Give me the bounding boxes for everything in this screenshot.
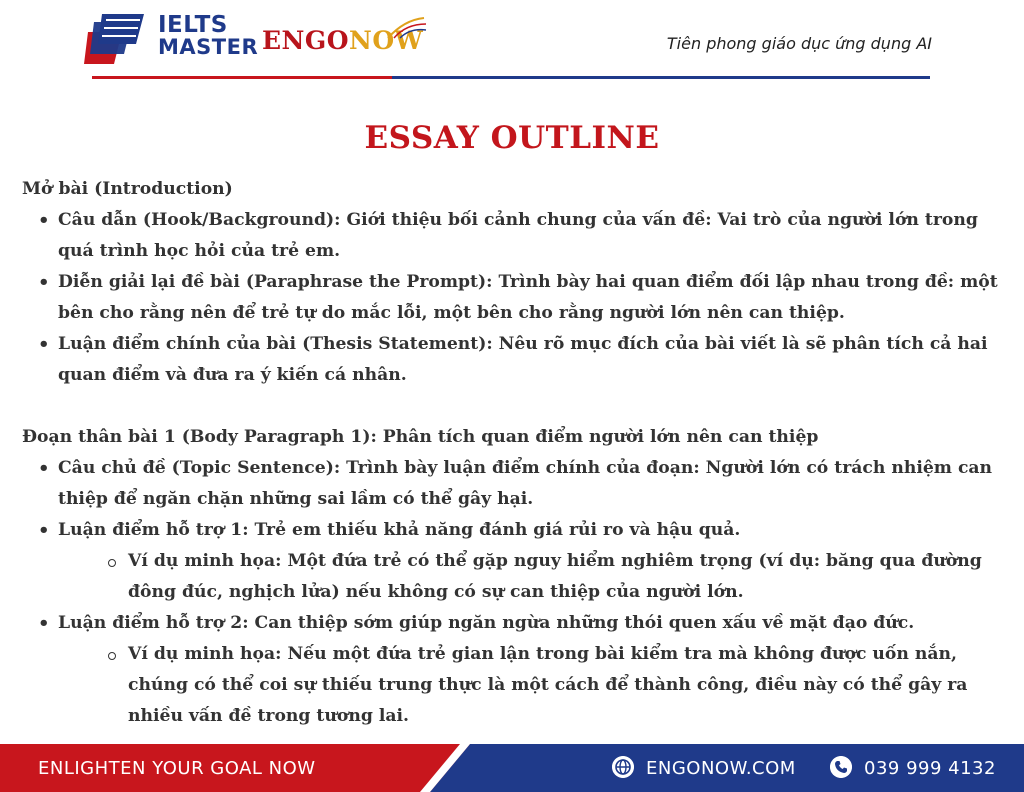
body1-topic-sentence: • Câu chủ đề (Topic Sentence): Trình bày luận điểm chính của đoạn: Người lớn có trách nhiệm can thiệp để ngăn chặn những sai lầm có thể gây hại. [22,453,1007,515]
intro-item-paraphrase: • Diễn giải lại đề bài (Paraphrase the Prompt): Trình bày hai quan điểm đối lập nhau trong đề: một bên cho rằng nên để trẻ tự do mắc lỗi, một bên cho rằng người lớn nên can thiệp. [22,267,1007,329]
header-divider-blue [392,76,930,79]
body1-support-1 [22,515,1007,608]
body1-support-1-text: Luận điểm hỗ trợ 1: Trẻ em thiếu khả năng đánh giá rủi ro và hậu quả. [58,520,741,540]
page-title: ESSAY OUTLINE [364,120,660,156]
body1-support-1-sublist [58,546,1007,608]
engonow-logo-main: ENGO [262,26,350,55]
sunburst-icon [384,16,428,40]
body1-support-2-text: Luận điểm hỗ trợ 2: Can thiệp sớm giúp ngăn ngừa những thói quen xấu về mặt đạo đức. [58,613,915,633]
engonow-logo-accent: NOW [349,26,424,55]
ielts-master-logo-text [158,14,258,58]
phone-icon [830,756,852,778]
footer-slogan: ENLIGHTEN YOUR GOAL NOW [38,758,316,779]
intro-heading: Mở bài (Introduction) [22,179,233,199]
footer-phone[interactable]: 039 999 4132 [864,758,996,779]
footer-website-link[interactable]: ENGONOW.COM [646,758,796,779]
body1-support-2-sublist [58,639,1007,732]
logo-line1: IELTS [158,12,228,38]
intro-item-hook: • Câu dẫn (Hook/Background): Giới thiệu bối cảnh chung của vấn đề: Vai trò của người lớn trong quá trình học hỏi của trẻ em. [22,205,1007,267]
ielts-master-logo-icon [84,14,152,66]
page-footer [0,744,1024,792]
body1-support-2 [22,608,1007,732]
body1-support-2-example: Ví dụ minh họa: Nếu một đứa trẻ gian lận trong bài kiểm tra mà không được uốn nắn, chúng có thể coi sự thiếu trung thực là một cách để thành công, điều này có thể gây ra nhiều vấn đề trong tương lai. [58,639,1007,732]
globe-icon [612,756,634,778]
logo-line2: MASTER [158,35,259,59]
section-spacer [22,391,1007,422]
header-divider-red [92,76,392,79]
body1-support-1-example: Ví dụ minh họa: Một đứa trẻ có thể gặp nguy hiểm nghiêm trọng (ví dụ: băng qua đường đông đúc, nghịch lửa) nếu không có sự can thiệp của người lớn. [58,546,1007,608]
outline-content [22,174,1007,732]
intro-item-thesis: • Luận điểm chính của bài (Thesis Statement): Nêu rõ mục đích của bài viết là sẽ phân tích cả hai quan điểm và đưa ra ý kiến cá nhân. [22,329,1007,391]
tagline: Tiên phong giáo dục ứng dụng AI [666,34,932,53]
page-header [0,0,1024,82]
intro-list [22,205,1007,391]
body1-heading: Đoạn thân bài 1 (Body Paragraph 1): Phân tích quan điểm người lớn nên can thiệp [22,427,819,447]
body1-list [22,453,1007,732]
